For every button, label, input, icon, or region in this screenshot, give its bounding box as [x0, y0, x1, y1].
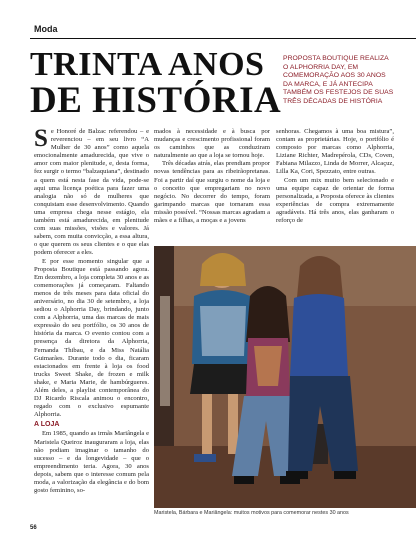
drop-cap: S [34, 128, 48, 152]
headline-line-1: TRINTA ANOS [30, 46, 265, 83]
body-paragraph: Três décadas atrás, elas prendiam propor novas tendências para as ribeirãopretanas. Foi a partir daí que surgiu o nome da loja e o conceito que empregariam no novo negócio. No decorrer do tempo, foram garimpando marcas que tornaram essa missão possível. “Nossas marcas agradam a mães e a filhas, a moças e a jovens [154, 160, 270, 225]
subheading: A LOJA [34, 421, 60, 429]
body-column-3 [276, 128, 394, 243]
section-label: Moda [34, 24, 58, 34]
body-column-2 [154, 128, 270, 243]
article-photo [154, 246, 416, 508]
headline-line-2: DE HISTÓRIA [30, 80, 282, 121]
body-paragraph: Em 1985, quando as irmãs Mariângela e Maristela Queiroz inauguraram a loja, elas não podiam imaginar o tamanho do sucesso – e da longevidade – que o empreendimento teria. Agora, 30 anos depois, sabem que o interesse comum pela moda, a valorização da elegância e do bom gosto feminino, so- [34, 430, 149, 495]
page-number: 56 [30, 525, 37, 531]
body-paragraph: Com um mix muito bem selecionado e uma equipe capaz de orientar de forma personalizada, a Proposta oferece às clientes experiências de compra extremamente agradáveis. Há três anos, elas ganharam o reforço de [276, 176, 394, 225]
body-paragraph: mados à necessidade e à busca por mudanças e crescimento profissional foram os caminhos que as conduziram naturalmente ao que a loja se tornou hoje. [154, 128, 270, 160]
body-column-1 [34, 128, 149, 498]
body-paragraph: senhoras. Chegamos à uma boa mistura”, contam as proprietárias. Hoje, o portfólio é composto por marcas como Alphorria, Liziane Richter, Madrepérola, CDs, Coven, Fabiana Milazzo, Linda de Morrer, Alcaçuz, Lilla Ka, Cori, Spezzato, entre outras. [276, 128, 394, 176]
paragraph-text: e Honoré de Balzac referendou – e reverenciou – em seu livro “A Mulher de 30 anos” como aquela emocionalmente amadurecida, que vive o amor com maior plenitude, e, desta forma, fez surgir o termo “balzaquiana”, destinado a quem está nesta fase da vida, pode-se aqui uma licença poética para fazer uma analogia não só de mulheres que conquistam esse desenvolvimento. Quando uma empresa chega nesse estágio, ela também está amadurecida, em plenitude com suas missões, visões e valores. Já sabem, com muita convicção, a essa altura, o que querem os seus clientes e o que elas podem oferecer a eles. [34, 128, 149, 257]
body-paragraph [34, 128, 149, 258]
body-paragraph: E por esse momento singular que a Proposta Boutique está passando agora. Em dezembro, a loja completa 30 anos e as comemorações já começaram. Faltando menos de três meses para data oficial do aniversário, no dia 30 de setembro, a loja sediou o Alphorria Day, brindando, junto com a Alphorria, uma das marcas de mais expressão do seu portfólio, os 30 anos de história da marca. O evento contou com a presença da diretora da Alphorria, Fernanda Thibau, e da Miss Natália Guimarães. Durante todo o dia, ficaram estacionados em frente à loja os food trucks Sweet Shake, de frozen e milk shake, e Maria Marie, de hambúrgueres. Além deles, a playlist contemporânea do DJ Ricardo Riscala animou o encontro, regado com o exclusivo espumante Alphorria. [34, 257, 149, 419]
photo-caption: Maristela, Bárbara e Mariângela: muitos motivos para comemorar nestes 30 anos [154, 510, 349, 516]
header-rule [30, 38, 416, 39]
article-headline [30, 47, 281, 119]
photo-illustration [154, 246, 416, 508]
article-dek: PROPOSTA BOUTIQUE REALIZA O ALPHORRIA DAY, EM COMEMORAÇÃO AOS 30 ANOS DA MARCA, E JÁ ANTECIPA TAMBÉM OS FESTEJOS DE SUAS TRÊS DÉCADAS DE HISTÓRIA [283, 55, 394, 105]
